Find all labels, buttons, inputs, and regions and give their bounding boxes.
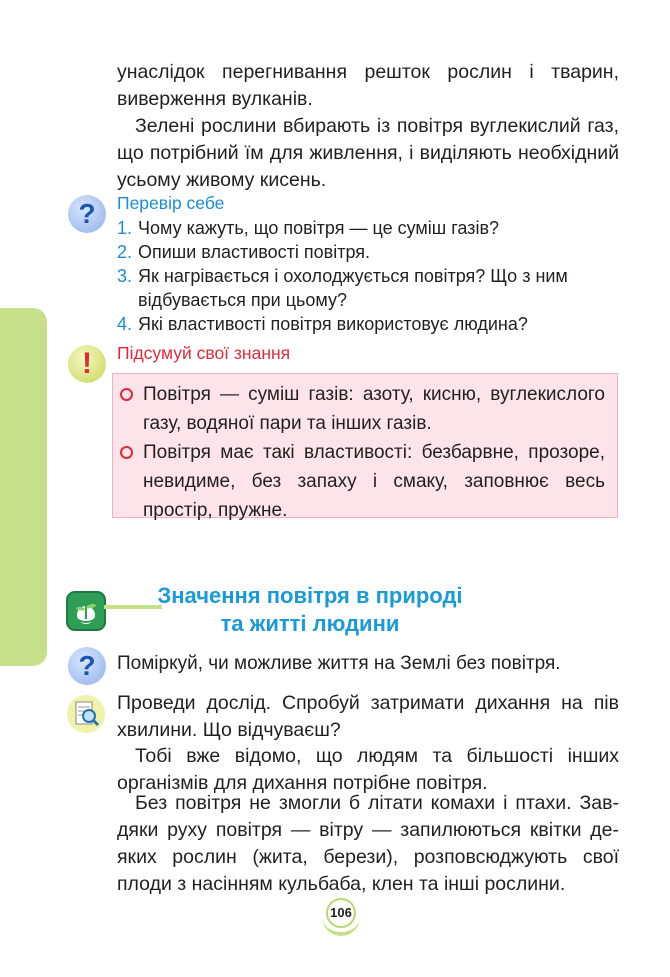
bullet-icon: [120, 388, 133, 401]
question-item-2: 2. Опиши властивості повітря.: [117, 242, 370, 262]
question-mark-icon: ?: [68, 647, 106, 685]
summary-item-1: Повітря — суміш газів: азоту, кисню, вуглекислого газу, водяної пари та інших газів.: [143, 380, 605, 438]
question-item-4: 4. Які властивості повітря використовує людина?: [117, 314, 528, 334]
intro-paragraph-2: Зелені рослини вбирають із повітря вуглекислий газ, що потрібний їм для живлення, і виділяють необхідний усьому живому кисень.: [117, 115, 619, 191]
experiment-paragraph: Проведи дослід. Спробуй затримати дихання на пів хвилини. Що відчуваєш?: [117, 692, 619, 741]
magnifier-document-icon: [66, 694, 106, 734]
question-mark-icon: ?: [68, 195, 106, 233]
check-questions-list: [117, 216, 622, 336]
summary-box: [112, 373, 618, 521]
page-number: 106: [320, 896, 360, 932]
body-paragraph-1: Тобі вже відомо, що людям та більшості інших організмів для дихання потрібне повітря.: [117, 745, 619, 794]
summary-title: Підсумуй свої знання: [117, 343, 291, 363]
side-tab: [0, 308, 47, 666]
bullet-icon: [120, 446, 133, 459]
question-item-3: 3. Як нагрівається і охолоджується повітря? Що з ним відбувається при цьому?: [117, 266, 568, 310]
body-paragraph-2: Без повітря не змогли б літати комахи і птахи. Завдяки руху повітря — вітру — запилюються квітки деяких рослин (жита, берези), розповсюджують свої плоди з насінням кульбаба, клен та інші рослини.: [117, 792, 619, 895]
think-prompt: Поміркуй, чи можливе життя на Землі без повітря.: [117, 653, 561, 674]
sprout-icon: [66, 591, 106, 631]
intro-paragraph-1: унаслідок перегнивання решток рослин і тварин, виверження вулканів.: [117, 61, 619, 110]
check-yourself-title: Перевір себе: [117, 193, 225, 213]
question-item-1: 1. Чому кажуть, що повітря — це суміш газів?: [117, 218, 500, 238]
summary-item-2: Повітря має такі властивості: безбарвне, прозоре, невидиме, без запаху і смаку, заповнює весь простір, пружне.: [143, 438, 605, 525]
exclamation-icon: !: [68, 345, 106, 383]
section-title: Значення повітря в природі та житті людини: [157, 583, 463, 636]
